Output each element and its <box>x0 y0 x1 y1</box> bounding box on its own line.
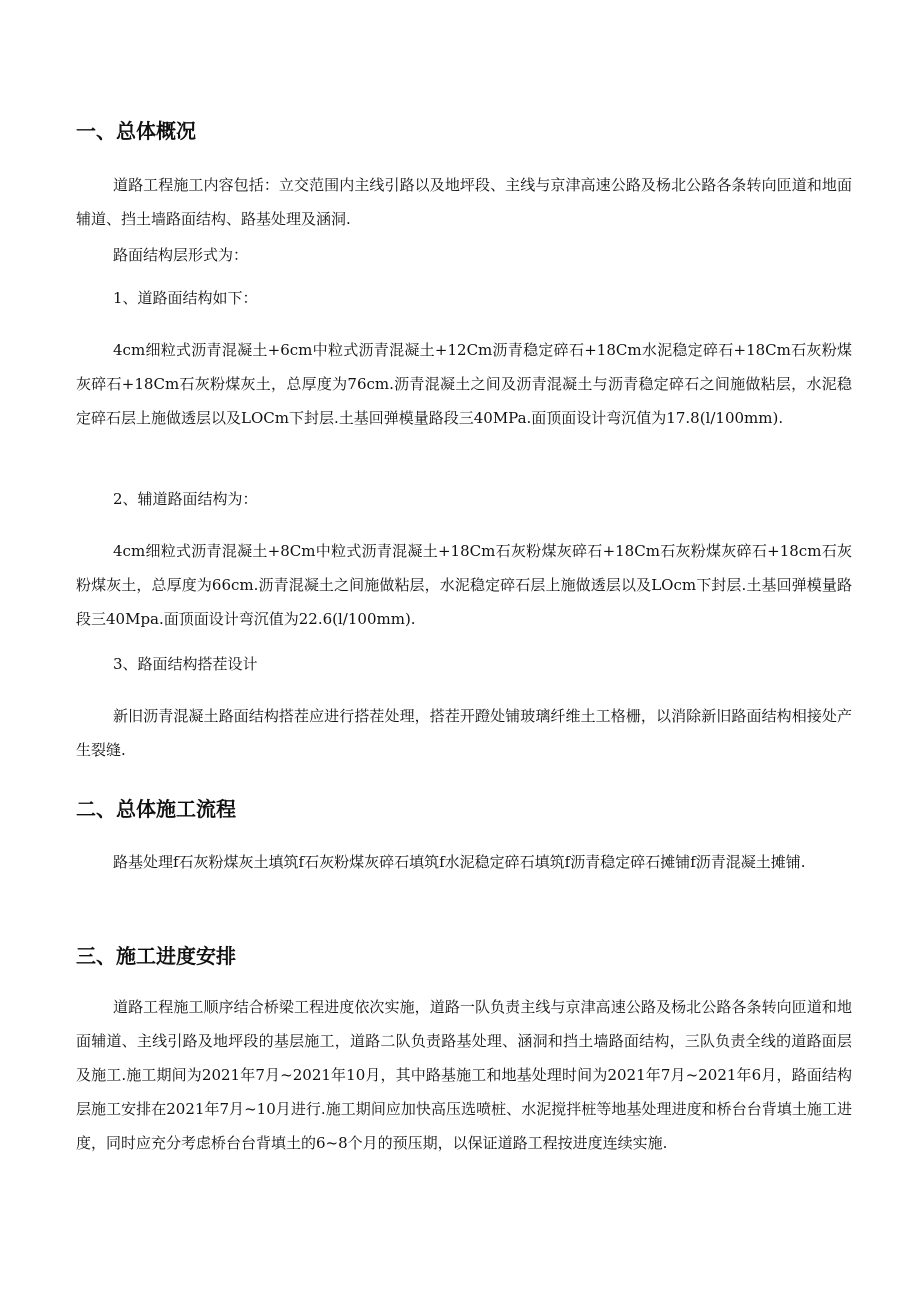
paragraph: 3、路面结构搭茬设计 <box>113 655 258 673</box>
paragraph: 路基处理f石灰粉煤灰土填筑f石灰粉煤灰碎石填筑f水泥稳定碎石填筑f沥青稳定碎石摊铺f沥青混凝土摊铺. <box>113 853 806 871</box>
paragraph: 道路工程施工内容包括：立交范围内主线引路以及地坪段、主线与京津高速公路及杨北公路各条转向匝道和地面辅道、挡土墙路面结构、路基处理及涵洞. <box>76 176 852 228</box>
paragraph: 4cm细粒式沥青混凝土+8Cm中粒式沥青混凝土+18Cm石灰粉煤灰碎石+18Cm石灰粉煤灰碎石+18cm石灰粉煤灰土，总厚度为66cm.沥青混凝土之间施做粘层，水泥稳定碎石层上施做透层以及LOcm下封层.土基回弹模量路段三40Mpa.面顶面设计弯沉值为22.6(l/100mm). <box>76 542 852 628</box>
section-heading: 二、总体施工流程 <box>76 797 236 821</box>
section-heading: 三、施工进度安排 <box>76 944 236 968</box>
paragraph: 2、辅道路面结构为： <box>113 490 258 508</box>
paragraph: 新旧沥青混凝土路面结构搭茬应进行搭茬处理，搭茬开蹬处铺玻璃纤维土工格栅，以消除新旧路面结构相接处产生裂缝. <box>76 707 852 759</box>
paragraph: 4cm细粒式沥青混凝土+6cm中粒式沥青混凝土+12Cm沥青稳定碎石+18Cm水泥稳定碎石+18Cm石灰粉煤灰碎石+18Cm石灰粉煤灰土，总厚度为76cm.沥青混凝土之间及沥青混凝土与沥青稳定碎石之间施做粘层，水泥稳定碎石层上施做透层以及LOCm下封层.土基回弹模量路段三40MPa.面顶面设计弯沉值为17.8(l/100mm). <box>76 341 852 427</box>
paragraph: 道路工程施工顺序结合桥梁工程进度依次实施，道路一队负责主线与京津高速公路及杨北公路各条转向匝道和地面辅道、主线引路及地坪段的基层施工，道路二队负责路基处理、涵洞和挡土墙路面结构，三队负责全线的道路面层及施工.施工期间为2021年7月~2021年10月，其中路基施工和地基处理时间为2021年7月~2021年6月，路面结构层施工安排在2021年7月~10月进行.施工期间应加快高压选喷桩、水泥搅拌桩等地基处理进度和桥台台背填土施工进度，同时应充分考虑桥台台背填土的6~8个月的预压期，以保证道路工程按进度连续实施. <box>76 998 852 1152</box>
paragraph: 1、道路面结构如下： <box>113 289 258 307</box>
section-heading: 一、总体概况 <box>76 119 196 143</box>
paragraph: 路面结构层形式为： <box>113 246 249 264</box>
